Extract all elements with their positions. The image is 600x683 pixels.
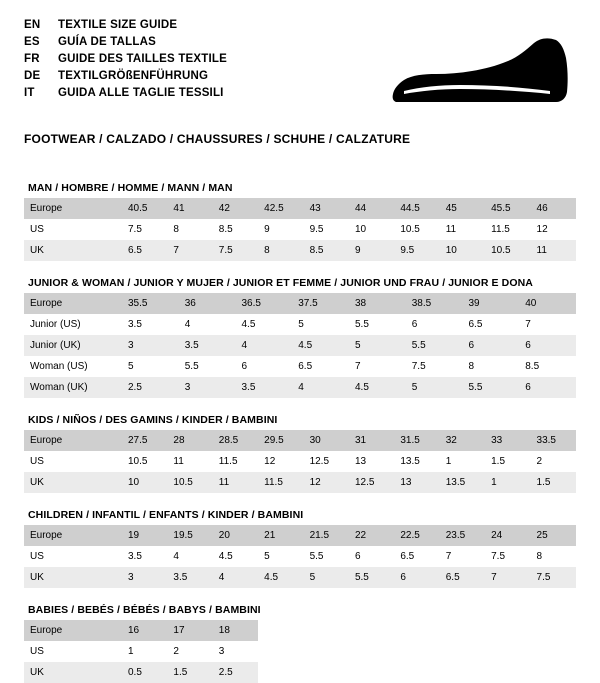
table-row: [24, 198, 576, 219]
size-cell: 10: [440, 240, 485, 261]
row-label: US: [24, 451, 122, 472]
size-cell: [485, 662, 530, 683]
size-cell: 6.5: [463, 314, 520, 335]
size-cell: 42.5: [258, 198, 303, 219]
size-cell: 10.5: [485, 240, 530, 261]
size-cell: 12: [258, 451, 303, 472]
language-code: EN: [24, 19, 41, 31]
size-cell: 10.5: [167, 472, 212, 493]
size-cell: 1.5: [531, 472, 576, 493]
size-cell: 11: [167, 451, 212, 472]
row-label: UK: [24, 567, 122, 588]
size-cell: 7.5: [531, 567, 576, 588]
size-cell: 42: [213, 198, 258, 219]
size-cell: 5: [406, 377, 463, 398]
size-cell: 11.5: [213, 451, 258, 472]
size-cell: 7.5: [122, 219, 167, 240]
size-cell: 3.5: [122, 546, 167, 567]
size-cell: 11: [213, 472, 258, 493]
row-label: Woman (US): [24, 356, 122, 377]
size-cell: 3.5: [236, 377, 293, 398]
size-cell: [485, 620, 530, 641]
size-cell: [349, 620, 394, 641]
size-cell: 36: [179, 293, 236, 314]
table-row: [24, 219, 576, 240]
row-label: Europe: [24, 525, 122, 546]
table-row: [24, 356, 576, 377]
size-cell: 4: [292, 377, 349, 398]
size-cell: 11: [440, 219, 485, 240]
size-section: [24, 414, 576, 493]
size-cell: 3.5: [167, 567, 212, 588]
size-cell: 8: [531, 546, 576, 567]
size-cell: 3: [213, 641, 258, 662]
size-cell: 8: [258, 240, 303, 261]
size-cell: 6: [406, 314, 463, 335]
size-cell: [304, 620, 349, 641]
size-cell: 8.5: [519, 356, 576, 377]
size-cell: 2: [167, 641, 212, 662]
size-cell: [258, 662, 303, 683]
table-row: [24, 567, 576, 588]
size-cell: 23.5: [440, 525, 485, 546]
size-cell: [349, 641, 394, 662]
size-cell: 4.5: [292, 335, 349, 356]
size-cell: 43: [304, 198, 349, 219]
language-title: GUIDA ALLE TAGLIE TESSILI: [58, 87, 224, 99]
language-code: IT: [24, 87, 35, 99]
size-cell: 22: [349, 525, 394, 546]
size-cell: 6.5: [292, 356, 349, 377]
row-label: Junior (UK): [24, 335, 122, 356]
size-cell: 4.5: [213, 546, 258, 567]
size-cell: 6: [463, 335, 520, 356]
size-cell: 9: [349, 240, 394, 261]
language-title: TEXTILE SIZE GUIDE: [58, 19, 178, 31]
size-cell: 5.5: [349, 314, 406, 335]
size-cell: 21.5: [304, 525, 349, 546]
size-cell: 5.5: [349, 567, 394, 588]
size-cell: 2.5: [122, 377, 179, 398]
size-cell: 44.5: [394, 198, 439, 219]
row-label: Europe: [24, 293, 122, 314]
size-cell: 12.5: [349, 472, 394, 493]
size-cell: [304, 662, 349, 683]
size-cell: 10.5: [122, 451, 167, 472]
table-row: [24, 662, 576, 683]
size-cell: 10: [122, 472, 167, 493]
size-cell: 11.5: [258, 472, 303, 493]
size-cell: 33.5: [531, 430, 576, 451]
size-cell: 2.5: [213, 662, 258, 683]
size-cell: 27.5: [122, 430, 167, 451]
row-label: UK: [24, 472, 122, 493]
size-cell: 1.5: [167, 662, 212, 683]
size-cell: 5: [122, 356, 179, 377]
size-cell: 1: [122, 641, 167, 662]
language-code: DE: [24, 70, 41, 82]
size-cell: 6: [236, 356, 293, 377]
size-cell: 33: [485, 430, 530, 451]
size-cell: 1: [485, 472, 530, 493]
table-row: [24, 240, 576, 261]
size-cell: 41: [167, 198, 212, 219]
size-cell: [531, 620, 576, 641]
size-cell: 28: [167, 430, 212, 451]
size-cell: 7: [485, 567, 530, 588]
size-cell: 44: [349, 198, 394, 219]
size-cell: 6: [519, 377, 576, 398]
size-cell: 6.5: [122, 240, 167, 261]
size-cell: 39: [463, 293, 520, 314]
size-cell: 29.5: [258, 430, 303, 451]
size-cell: 37.5: [292, 293, 349, 314]
size-section: [24, 277, 576, 398]
size-cell: 13.5: [394, 451, 439, 472]
size-cell: 5: [292, 314, 349, 335]
size-cell: 7.5: [406, 356, 463, 377]
size-cell: 31.5: [394, 430, 439, 451]
table-row: [24, 641, 576, 662]
size-cell: [394, 620, 439, 641]
size-cell: 8: [167, 219, 212, 240]
row-label: Woman (UK): [24, 377, 122, 398]
row-label: UK: [24, 240, 122, 261]
size-cell: 18: [213, 620, 258, 641]
language-code: ES: [24, 36, 40, 48]
table-row: [24, 314, 576, 335]
size-section: [24, 509, 576, 588]
row-label: UK: [24, 662, 122, 683]
size-cell: 45.5: [485, 198, 530, 219]
size-cell: 9.5: [304, 219, 349, 240]
size-cell: 4: [179, 314, 236, 335]
size-cell: [258, 641, 303, 662]
size-cell: 5: [304, 567, 349, 588]
size-table: [24, 293, 576, 398]
size-cell: 7: [440, 546, 485, 567]
size-cell: 4.5: [349, 377, 406, 398]
row-label: Europe: [24, 198, 122, 219]
table-row: [24, 430, 576, 451]
table-row: [24, 377, 576, 398]
size-cell: 36.5: [236, 293, 293, 314]
size-cell: 11: [531, 240, 576, 261]
size-cell: 40.5: [122, 198, 167, 219]
size-cell: 24: [485, 525, 530, 546]
size-cell: 32: [440, 430, 485, 451]
size-cell: 4.5: [258, 567, 303, 588]
size-cell: 20: [213, 525, 258, 546]
document-header: [24, 18, 576, 126]
size-cell: 7.5: [213, 240, 258, 261]
size-cell: 35.5: [122, 293, 179, 314]
section-title: MAN / HOMBRE / HOMME / MANN / MAN: [28, 182, 233, 194]
size-section: [24, 182, 576, 261]
size-cell: [394, 641, 439, 662]
size-table: [24, 620, 576, 683]
size-cell: 12: [531, 219, 576, 240]
size-table: [24, 430, 576, 493]
size-cell: 8.5: [213, 219, 258, 240]
size-cell: 2: [531, 451, 576, 472]
size-cell: 11.5: [485, 219, 530, 240]
size-section: [24, 604, 576, 683]
size-cell: 13.5: [440, 472, 485, 493]
size-tables-container: [24, 182, 576, 683]
table-row: [24, 620, 576, 641]
row-label: US: [24, 546, 122, 567]
size-cell: [349, 662, 394, 683]
size-cell: 28.5: [213, 430, 258, 451]
table-row: [24, 335, 576, 356]
size-cell: 9: [258, 219, 303, 240]
size-cell: 4: [213, 567, 258, 588]
size-cell: 4: [167, 546, 212, 567]
size-cell: 0.5: [122, 662, 167, 683]
language-code: FR: [24, 53, 40, 65]
language-title: GUÍA DE TALLAS: [58, 36, 156, 48]
size-cell: [394, 662, 439, 683]
size-cell: 5: [258, 546, 303, 567]
size-cell: 1.5: [485, 451, 530, 472]
size-cell: 7: [519, 314, 576, 335]
size-cell: 10.5: [394, 219, 439, 240]
size-cell: 4: [236, 335, 293, 356]
size-cell: 25: [531, 525, 576, 546]
size-cell: [531, 641, 576, 662]
size-cell: 9.5: [394, 240, 439, 261]
size-cell: 5: [349, 335, 406, 356]
size-cell: 3: [179, 377, 236, 398]
size-cell: 8: [463, 356, 520, 377]
size-cell: 16: [122, 620, 167, 641]
section-title: KIDS / NIÑOS / DES GAMINS / KINDER / BAMBINI: [28, 414, 278, 426]
size-cell: [485, 641, 530, 662]
size-cell: 10: [349, 219, 394, 240]
row-label: Junior (US): [24, 314, 122, 335]
size-cell: 45: [440, 198, 485, 219]
size-table: [24, 198, 576, 261]
size-cell: 38.5: [406, 293, 463, 314]
size-cell: 12: [304, 472, 349, 493]
section-title: CHILDREN / INFANTIL / ENFANTS / KINDER / BAMBINI: [28, 509, 304, 521]
size-cell: 6.5: [440, 567, 485, 588]
size-cell: [440, 620, 485, 641]
size-cell: 6: [394, 567, 439, 588]
size-cell: 3.5: [179, 335, 236, 356]
size-cell: 22.5: [394, 525, 439, 546]
language-title: TEXTILGRÖßENFÜHRUNG: [58, 70, 209, 82]
size-cell: [440, 662, 485, 683]
size-cell: 5.5: [304, 546, 349, 567]
size-cell: [531, 662, 576, 683]
table-row: [24, 472, 576, 493]
size-cell: 6: [519, 335, 576, 356]
size-cell: 8.5: [304, 240, 349, 261]
size-cell: 19: [122, 525, 167, 546]
table-row: [24, 451, 576, 472]
size-cell: 5.5: [406, 335, 463, 356]
size-cell: 46: [531, 198, 576, 219]
size-cell: [440, 641, 485, 662]
size-cell: [258, 620, 303, 641]
table-row: [24, 546, 576, 567]
size-cell: 31: [349, 430, 394, 451]
size-cell: 17: [167, 620, 212, 641]
table-row: [24, 293, 576, 314]
size-cell: 6.5: [394, 546, 439, 567]
size-cell: 1: [440, 451, 485, 472]
size-cell: 4.5: [236, 314, 293, 335]
size-cell: [304, 641, 349, 662]
size-cell: 3.5: [122, 314, 179, 335]
size-cell: 7.5: [485, 546, 530, 567]
size-cell: 19.5: [167, 525, 212, 546]
size-cell: 3: [122, 335, 179, 356]
size-cell: 7: [349, 356, 406, 377]
size-cell: 30: [304, 430, 349, 451]
size-cell: 40: [519, 293, 576, 314]
language-title: GUIDE DES TAILLES TEXTILE: [58, 53, 227, 65]
row-label: US: [24, 641, 122, 662]
size-cell: 6: [349, 546, 394, 567]
section-title: BABIES / BEBÉS / BÉBÉS / BABYS / BAMBINI: [28, 604, 261, 616]
size-cell: 13: [349, 451, 394, 472]
table-row: [24, 525, 576, 546]
row-label: US: [24, 219, 122, 240]
size-cell: 38: [349, 293, 406, 314]
row-label: Europe: [24, 620, 122, 641]
section-title: JUNIOR & WOMAN / JUNIOR Y MUJER / JUNIOR ET FEMME / JUNIOR UND FRAU / JUNIOR E DONA: [28, 277, 533, 289]
category-heading: FOOTWEAR / CALZADO / CHAUSSURES / SCHUHE / CALZATURE: [24, 132, 411, 146]
size-cell: 7: [167, 240, 212, 261]
size-table: [24, 525, 576, 588]
size-cell: 21: [258, 525, 303, 546]
size-cell: 12.5: [304, 451, 349, 472]
size-cell: 13: [394, 472, 439, 493]
dress-shoe-icon: [380, 34, 570, 104]
row-label: Europe: [24, 430, 122, 451]
size-cell: 3: [122, 567, 167, 588]
size-cell: 5.5: [463, 377, 520, 398]
size-cell: 5.5: [179, 356, 236, 377]
